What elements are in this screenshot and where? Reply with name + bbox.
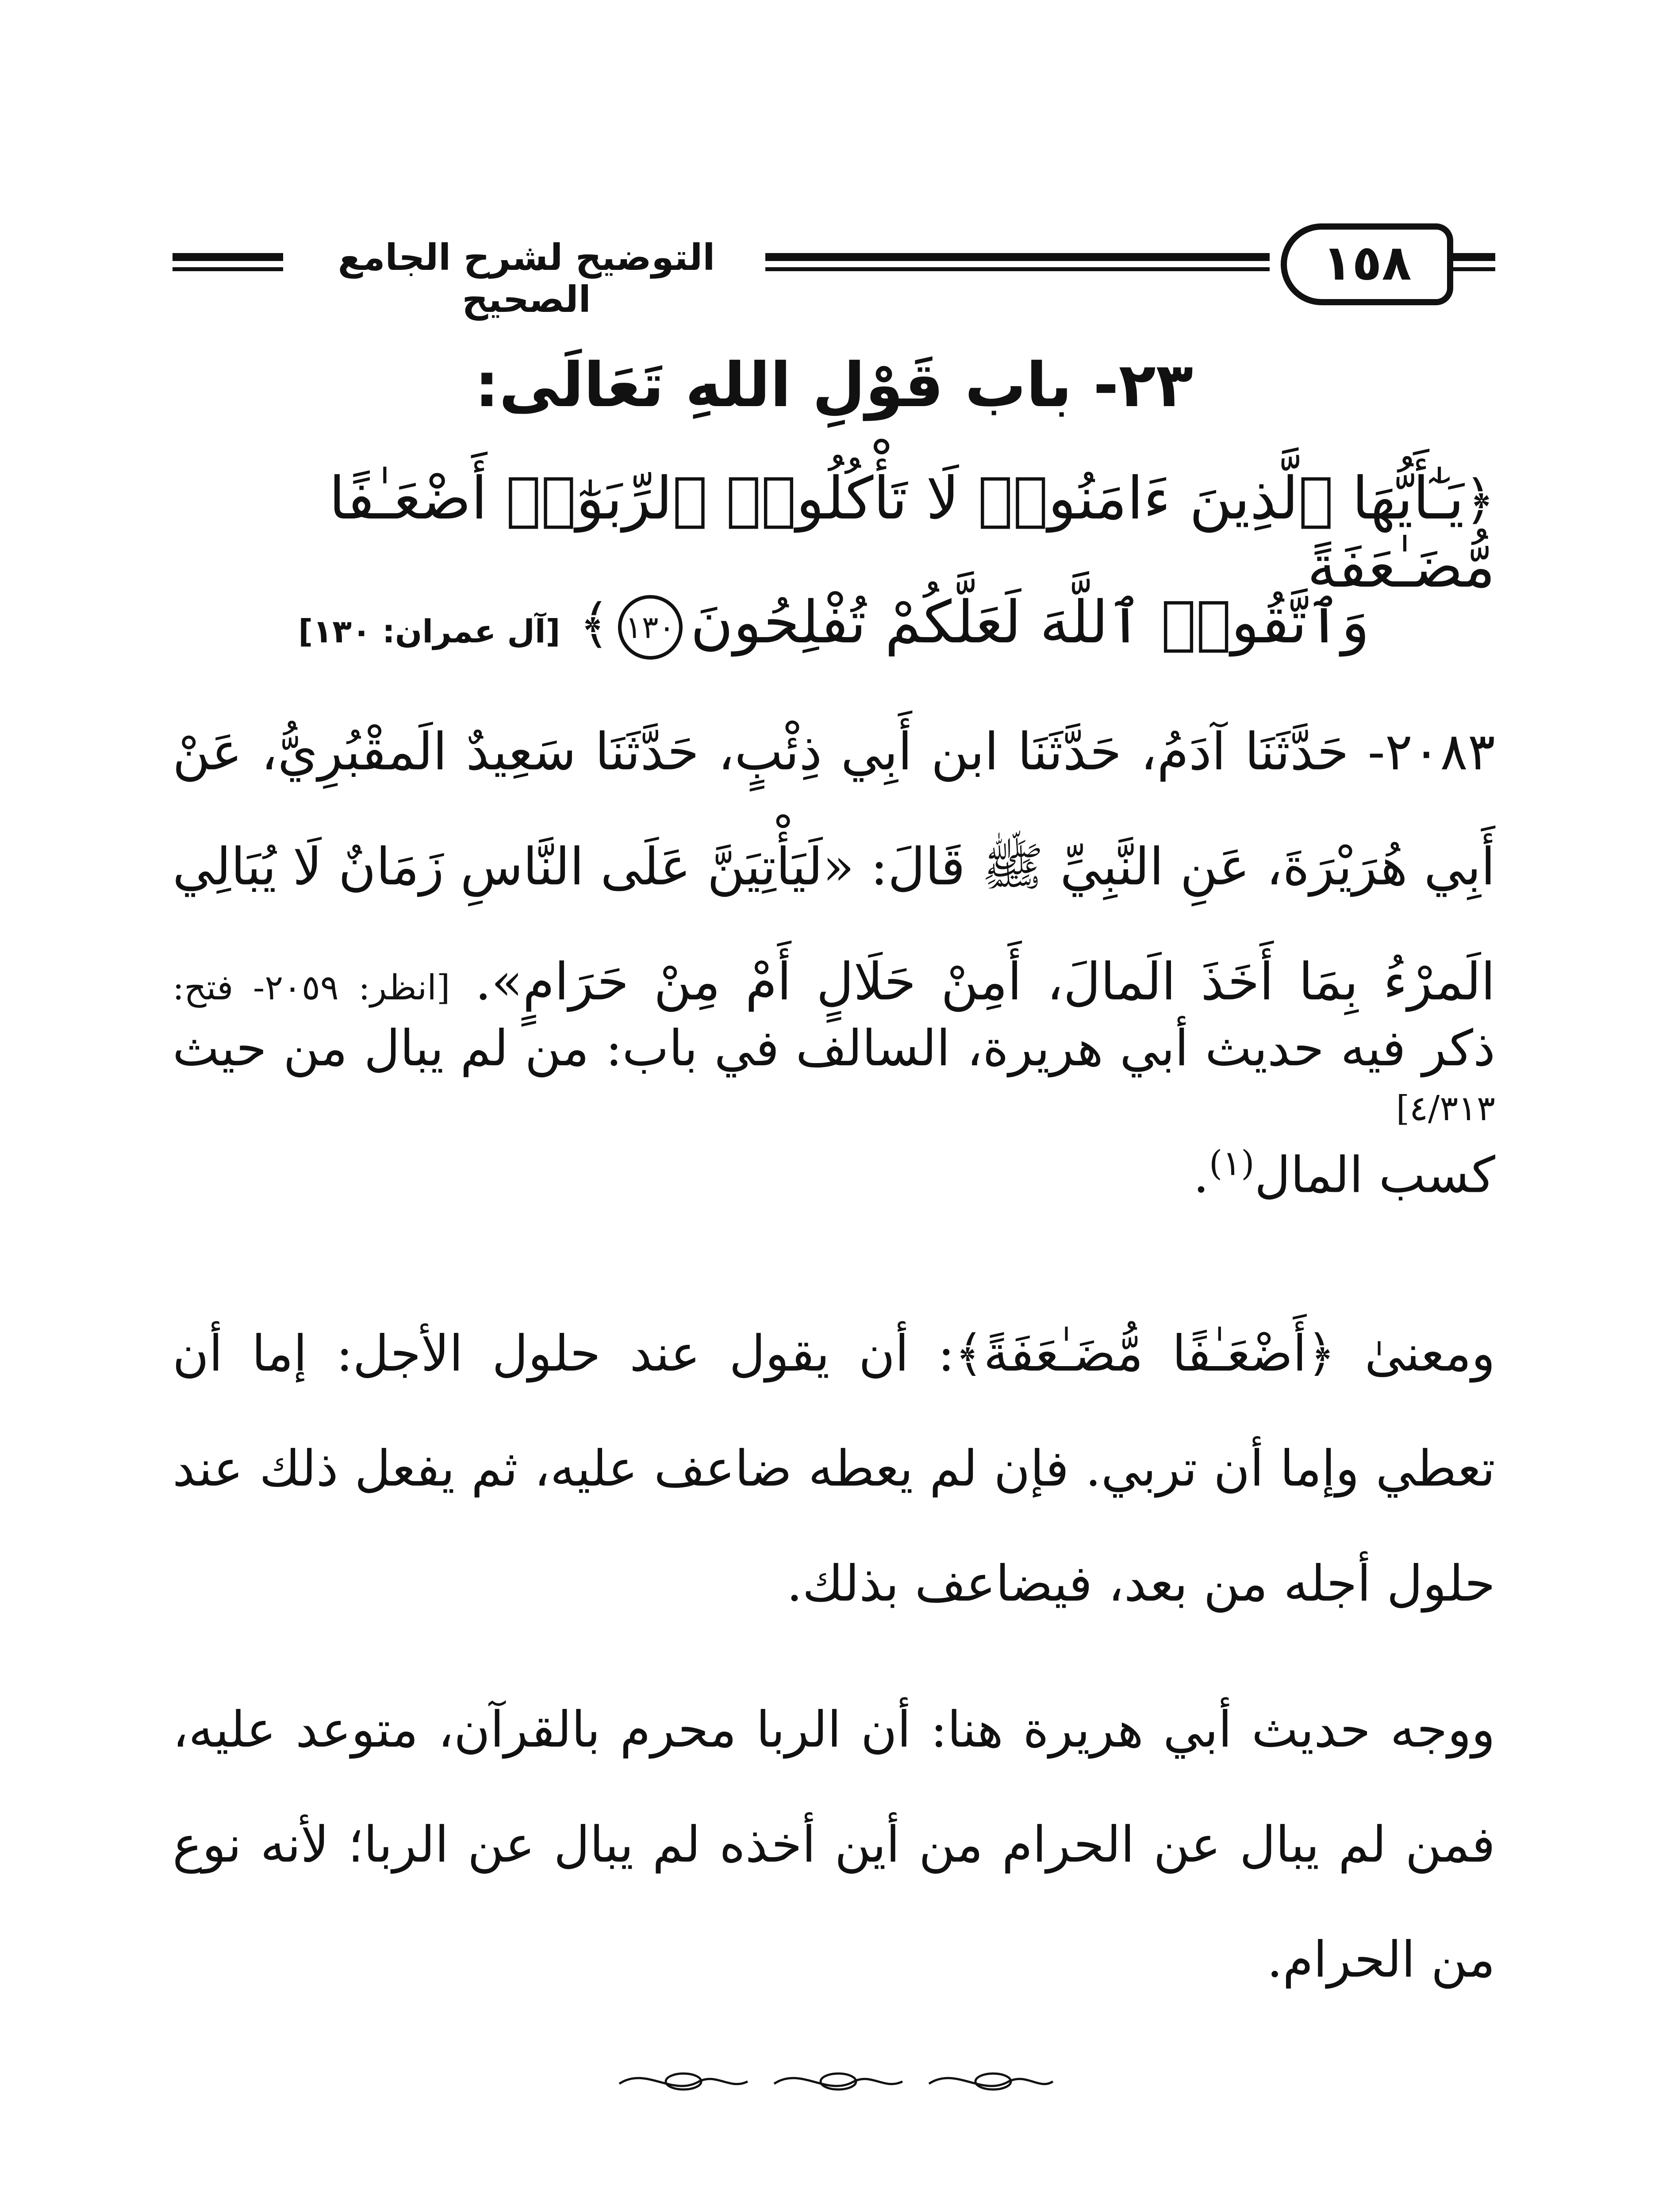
verse-open-bracket: ﴿: [1464, 470, 1495, 531]
quran-verse-line-1: [173, 465, 1495, 601]
header-rule-middle: [765, 253, 1270, 280]
footnote-marker-ref: (١): [1209, 1144, 1255, 1183]
hadith-body: ٢٠٨٣- حَدَّثَنَا آدَمُ، حَدَّثَنَا ابن أَبِي ذِئْبٍ، حَدَّثَنَا سَعِيدٌ الَمقْبُرِيُّ، عَنْ أَبِي هُرَيْرَةَ، عَنِ النَّبِيِّ ﷺ قَالَ: «لَيَأْتِيَنَّ عَلَى النَّاسِ زَمَانٌ لَا يُبَالِي الَمرْءُ بِمَا أَخَذَ الَمالَ، أَمِنْ حَلَالٍ أَمْ مِنْ حَرَامٍ».: [173, 722, 1496, 1012]
chapter-heading: ٢٣- باب قَوْلِ اللهِ تَعَالَى:: [474, 349, 1194, 421]
running-title: التوضيح لشرح الجامع الصحيح: [338, 237, 715, 321]
verse-text-line-1: يَـٰٓأَيُّهَا ٱلَّذِينَ ءَامَنُوا۟ لَا تَأْكُلُوا۟ ٱلرِّبَوٰٓا۟ أَضْعَـٰفًا مُّضَـٰعَفَةً: [329, 465, 1495, 601]
page-header: [173, 221, 1495, 321]
commentary-1-text: ذكر فيه حديث أبي هريرة، السالف في باب: من لم يبال من حيث كسب المال: [173, 1020, 1495, 1204]
page-number: ١٥٨: [1322, 234, 1412, 291]
header-rule-left: [173, 253, 283, 280]
ayah-number-medallion: ١٣٠: [618, 595, 683, 660]
section-ornament-icon: [610, 2066, 1062, 2097]
commentary-1-tail: .: [1193, 1146, 1209, 1204]
verse-close-bracket: ﴾: [579, 594, 610, 655]
header-rule-right: [1453, 253, 1495, 280]
quran-verse-line-2: [173, 588, 1495, 660]
verse-reference: [آل عمران: ١٣٠]: [298, 613, 561, 650]
hadith-reference: [انظر: ٢٠٥٩- فتح: ٤/٣١٣]: [173, 968, 1495, 1129]
commentary-paragraph-2: ومعنىٰ ﴿أَضْعَـٰفًا مُّضَـٰعَفَةً﴾: أن يقول عند حلول الأجل: إما أن تعطي وإما أن تربي. فإن لم يعطه ضاعف عليه، ثم يفعل ذلك عند حلول أجله من بعد، فيضاعف بذلك.: [173, 1325, 1495, 1613]
commentary-paragraph-1: [173, 991, 1495, 1233]
page-number-badge: [1281, 223, 1453, 305]
commentary-paragraph-3: ووجه حديث أبي هريرة هنا: أن الربا محرم بالقرآن، متوعد عليه، فمن لم يبال عن الحرام من أين أخذه لم يبال عن الربا؛ لأنه نوع من الحرام.: [173, 1701, 1495, 1989]
verse-text-line-2: وَٱتَّقُوا۟ ٱللَّهَ لَعَلَّكُمْ تُفْلِحُونَ: [690, 588, 1370, 657]
